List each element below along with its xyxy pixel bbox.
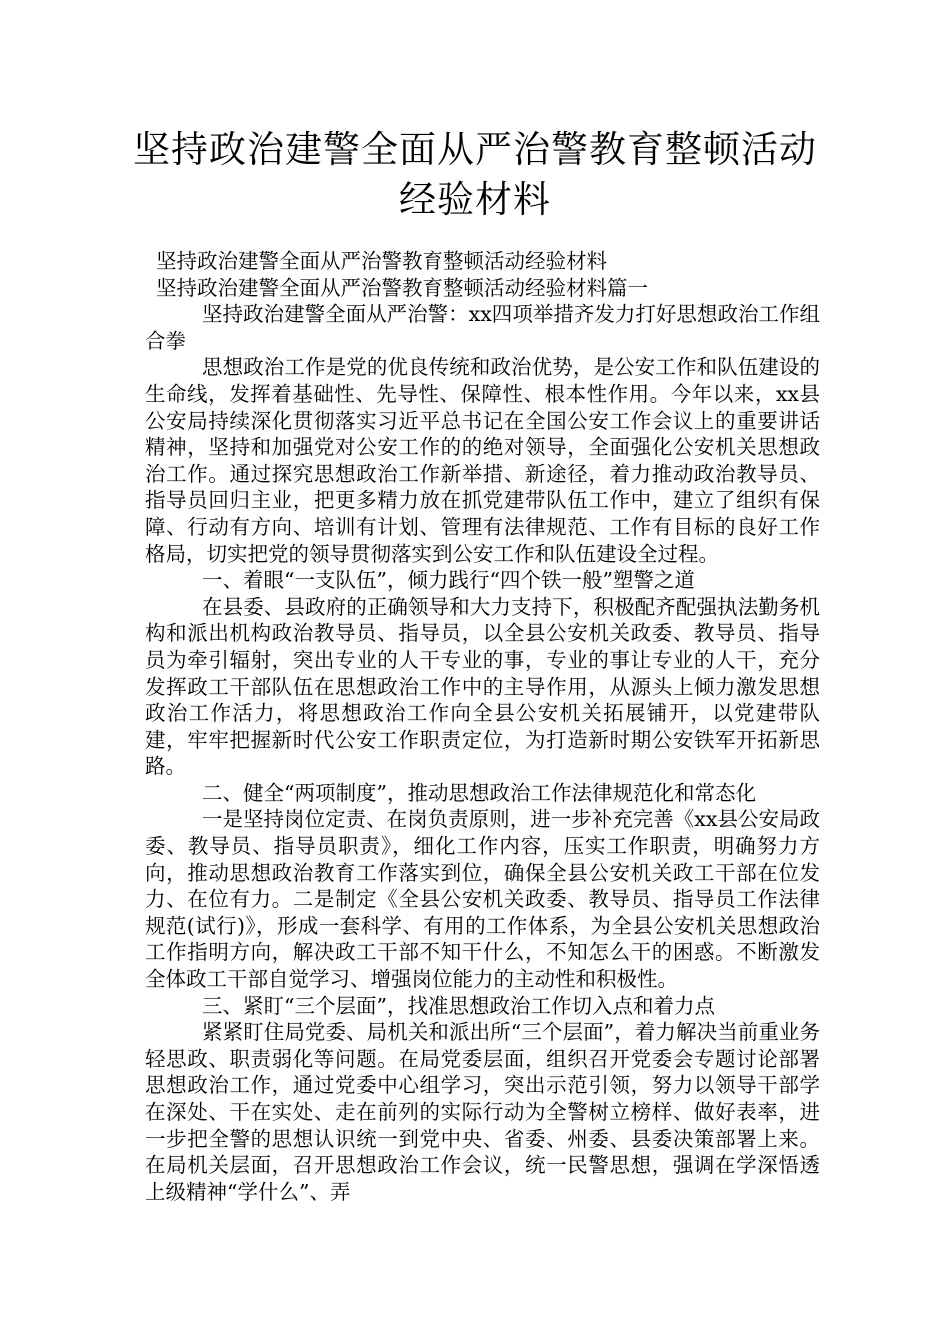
document-title-line-2: 经验材料 xyxy=(399,178,551,221)
document-subtitle-part: 坚持政治建警全面从严治警教育整顿活动经验材料篇一 xyxy=(156,275,648,300)
document-subtitle: 坚持政治建警全面从严治警教育整顿活动经验材料 xyxy=(156,249,607,273)
body-paragraph: 在县委、县政府的正确领导和大力支持下，积极配齐配强执法勤务机构和派出机构政治教导员、指导员，以全县公安机关政委、教导员、指导员为牵引辐射，突出专业的人干专业的事，专业的事让专业的人干，充分发挥政工干部队伍在思想政治工作中的主导作用，从源头上倾力激发思想政治工作活力，将思想政治工作向全县公安机关拓展铺开，以党建带队建，牢牢把握新时代公安工作职责定位，为打造新时期公安铁军开拓新思路。 xyxy=(145,594,820,779)
body-paragraph: 紧紧盯住局党委、局机关和派出所“三个层面”，着力解决当前重业务轻思政、职责弱化等问题。在局党委层面，组织召开党委会专题讨论部署思想政治工作，通过党委中心组学习，突出示范引领，努力以领导干部学在深处、干在实处、走在前列的实际行动为全警树立榜样、做好表率，进一步把全警的思想认识统一到党中央、省委、州委、县委决策部署上来。在局机关层面，召开思想政治工作会议，统一民警思想，强调在学深悟透上级精神“学什么”、弄 xyxy=(145,1020,820,1204)
document-title-line-1: 坚持政治建警全面从严治警教育整顿活动 xyxy=(133,128,817,171)
section-heading: 一、着眼“一支队伍”，倾力践行“四个铁一般”塑警之道 xyxy=(202,568,695,593)
body-paragraph: 一是坚持岗位定责、在岗负责原则，进一步补充完善《xx县公安局政委、教导员、指导员职责》，细化工作内容，压实工作职责，明确努力方向，推动思想政治教育工作落实到位，确保全县公安机关政工干部在位发力、在位有力。二是制定《全县公安机关政委、教导员、指导员工作法律规范(试行)》，形成一套科学、有用的工作体系，为全县公安机关思想政治工作指明方向，解决政工干部不知干什么，不知怎么干的困惑。不断激发全体政工干部自觉学习、增强岗位能力的主动性和积极性。 xyxy=(145,807,820,992)
body-paragraph: 思想政治工作是党的优良传统和政治优势，是公安工作和队伍建设的生命线，发挥着基础性、先导性、保障性、根本性作用。今年以来，xx县公安局持续深化贯彻落实习近平总书记在全国公安工作会议上的重要讲话精神，坚持和加强党对公安工作的的绝对领导，全面强化公安机关思想政治工作。通过探究思想政治工作新举措、新途径，着力推动政治教导员、指导员回归主业，把更多精力放在抓党建带队伍工作中，建立了组织有保障、行动有方向、培训有计划、管理有法律规范、工作有目标的良好工作格局，切实把党的领导贯彻落实到公安工作和队伍建设全过程。 xyxy=(145,355,820,566)
section-heading: 三、紧盯“三个层面”，找准思想政治工作切入点和着力点 xyxy=(202,993,715,1018)
section-heading: 二、健全“两项制度”，推动思想政治工作法律规范化和常态化 xyxy=(202,780,756,805)
document-body xyxy=(145,248,820,1205)
section-heading: 坚持政治建警全面从严治警：xx四项举措齐发力打好思想政治工作组合拳 xyxy=(145,302,820,353)
